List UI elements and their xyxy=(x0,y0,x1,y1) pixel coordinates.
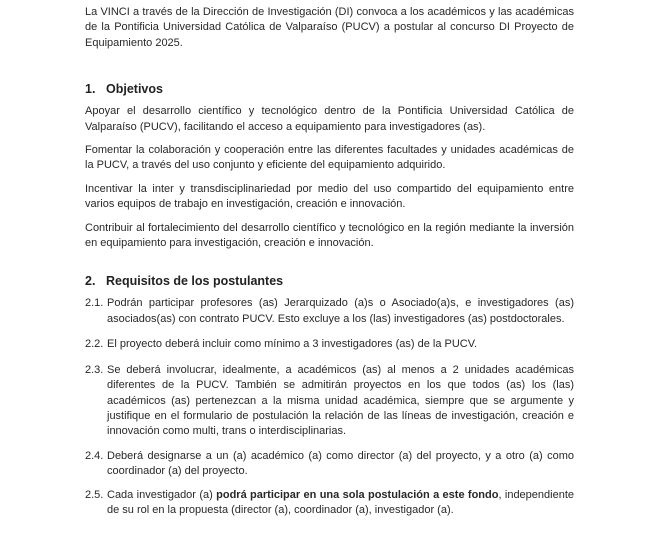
requirement-text-2-4: Deberá designarse a un (a) académico (a) como director (a) del proyecto, y a otro (a) como coordinador (a) del proyecto. xyxy=(107,449,574,478)
section-objetivos-title: Objetivos xyxy=(106,82,163,97)
requirement-item-2-5 xyxy=(85,488,574,519)
section-requisitos-number: 2. xyxy=(85,274,96,289)
requirement-number-2-2: 2.2. xyxy=(85,338,104,351)
requirement-text-2-5-end: , independiente de su rol en la propuesta (director (a), coordinador (a), investigador (a). xyxy=(107,488,575,516)
section-objetivos-number: 1. xyxy=(85,82,96,97)
requirement-text-2-1: Podrán participar profesores (as) Jerarquizado (a)s o Asociado(a)s, e investigadores (as) asociados(as) con contrato PUCV. Esto excluye a los (las) investigadores (as) postdoctorales. xyxy=(107,297,574,325)
requirement-number-2-5: 2.5. xyxy=(85,488,104,501)
requirement-item-2-1 xyxy=(85,296,574,327)
objetivos-paragraph-1: Apoyar el desarrollo científico y tecnológico dentro de la Pontificia Universidad Católica de Valparaíso (PUCV), facilitando el acceso a equipamiento para investigadores (as). xyxy=(85,105,574,133)
requirement-text-2-5-start: Cada investigador (a) xyxy=(107,488,217,501)
requirement-number-2-4: 2.4. xyxy=(85,449,104,462)
objetivos-paragraph-4: Contribuir al fortalecimiento del desarrollo científico y tecnológico en la región mediante la inversión en equipamiento para investigación, creación e innovación. xyxy=(85,221,574,250)
section-requisitos-title: Requisitos de los postulantes xyxy=(106,274,284,289)
section-requisitos-heading xyxy=(85,273,574,290)
requirement-item-2-3 xyxy=(85,363,574,440)
requirement-text-2-5 xyxy=(107,489,574,516)
section-objetivos-heading xyxy=(85,81,574,98)
requirement-number-2-3: 2.3. xyxy=(85,363,104,376)
document-content xyxy=(85,0,574,518)
requirement-text-2-2: El proyecto deberá incluir como mínimo a 3 investigadores (as) de la PUCV. xyxy=(107,338,478,351)
requirement-text-2-5-bold: podrá participar en una sola postulación a este fondo xyxy=(216,488,499,501)
objetivos-paragraph-2: Fomentar la colaboración y cooperación entre las diferentes facultades y unidades académicas de la PUCV, a través del uso conjunto y eficiente del equipamiento adquirido. xyxy=(85,144,574,172)
requirement-item-2-2 xyxy=(85,337,574,352)
requirement-text-2-3: Se deberá involucrar, idealmente, a académicos (as) al menos a 2 unidades académicas diferentes de la PUCV. También se admitirán proyectos en los que todos (as) los (las) académicos (as) pertenezcan a la misma unidad académica, siempre que se argumente y justifique en el formulario de postulación la relación de las líneas de investigación, creación e innovación como multi, trans o interdisciplinarias. xyxy=(107,363,574,438)
requirement-item-2-4 xyxy=(85,449,574,480)
requirement-number-2-1: 2.1. xyxy=(85,297,104,310)
intro-paragraph: La VINCI a través de la Dirección de Investigación (DI) convoca a los académicos y las académicas de la Pontificia Universidad Católica de Valparaíso (PUCV) a postular al concurso DI Proyecto de Equipamiento 2025. xyxy=(85,6,574,49)
objetivos-paragraph-3: Incentivar la inter y transdisciplinariedad por medio del uso compartido del equipamiento entre varios equipos de trabajo en investigación, creación e innovación. xyxy=(85,182,574,211)
